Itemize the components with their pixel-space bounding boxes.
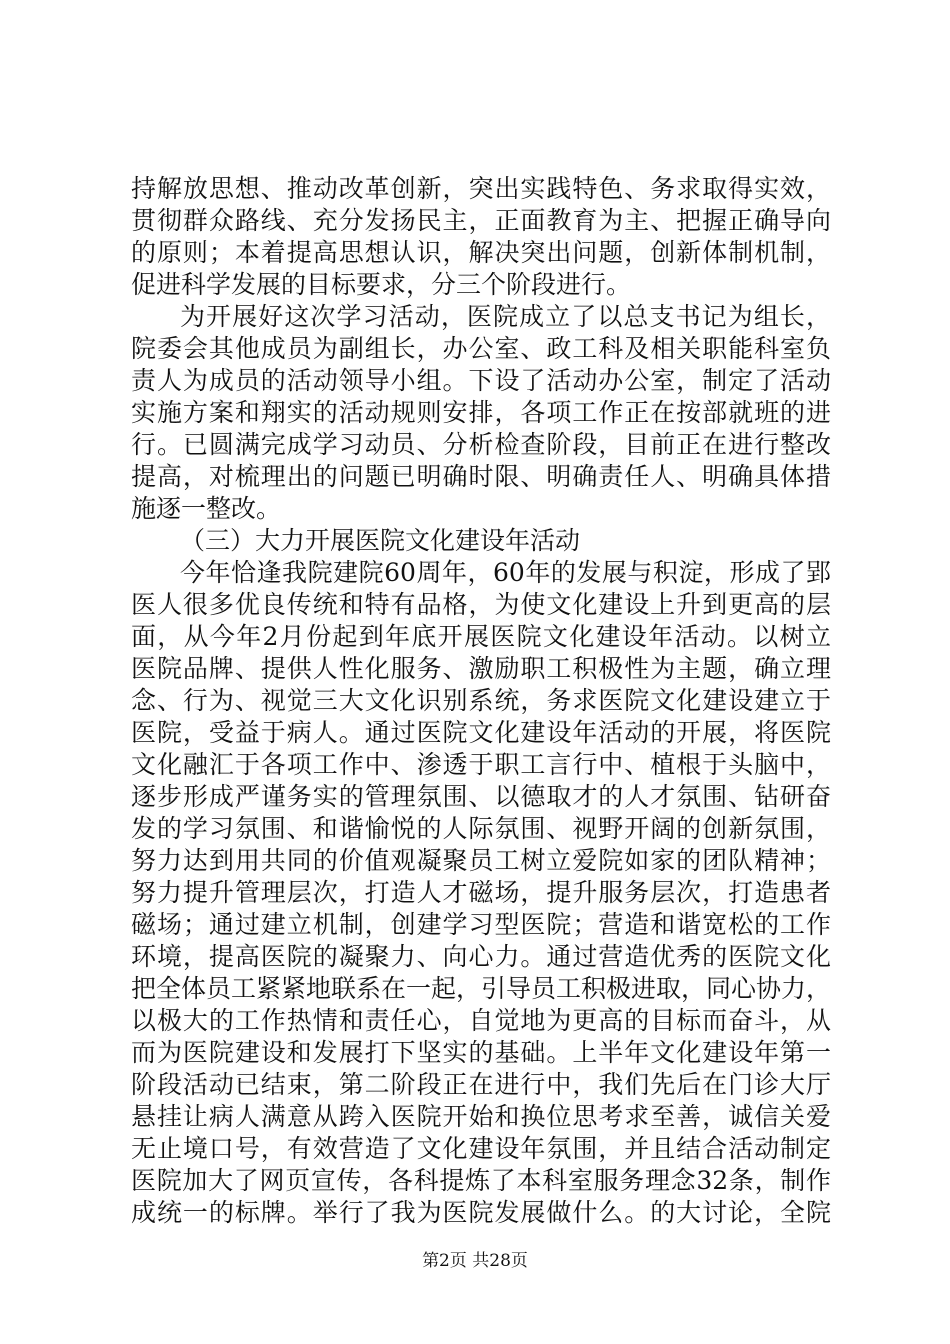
body-text-line: 以极大的工作热情和责任心，自觉地为更高的目标而奋斗，从: [131, 1006, 831, 1035]
body-text-line: 而为医院建设和发展打下坚实的基础。上半年文化建设年第一: [131, 1038, 831, 1067]
body-text-line: 提高，对梳理出的问题已明确时限、明确责任人、明确具体措: [131, 462, 831, 491]
body-text-line: 努力提升管理层次，打造人才磁场，提升服务层次，打造患者: [131, 878, 831, 907]
body-text-line: 医院品牌、提供人性化服务、激励职工积极性为主题，确立理: [131, 654, 831, 683]
body-text-line: 今年恰逢我院建院60周年，60年的发展与积淀，形成了郢: [180, 558, 831, 587]
body-text-line: 院委会其他成员为副组长，办公室、政工科及相关职能科室负: [131, 334, 831, 363]
body-text-line: 实施方案和翔实的活动规则安排，各项工作正在按部就班的进: [131, 398, 831, 427]
body-text-line: 磁场；通过建立机制，创建学习型医院；营造和谐宽松的工作: [131, 910, 831, 939]
body-text-line: 施逐一整改。: [131, 494, 282, 523]
body-text-line: 文化融汇于各项工作中、渗透于职工言行中、植根于头脑中，: [131, 750, 831, 779]
body-text-line: 的原则；本着提高思想认识，解决突出问题，创新体制机制，: [131, 238, 831, 267]
body-text-line: 贯彻群众路线、充分发扬民主，正面教育为主、把握正确导向: [131, 206, 831, 235]
page-footer: 第2页 共28页: [422, 1251, 528, 1271]
body-text-line: 促进科学发展的目标要求，分三个阶段进行。: [131, 270, 632, 299]
body-text-line: 阶段活动已结束，第二阶段正在进行中，我们先后在门诊大厅: [131, 1070, 831, 1099]
body-text-line: 医院，受益于病人。通过医院文化建设年活动的开展，将医院: [131, 718, 831, 747]
body-text-line: 持解放思想、推动改革创新，突出实践特色、务求取得实效，: [131, 174, 831, 203]
body-text-line: 逐步形成严谨务实的管理氛围、以德取才的人才氛围、钻研奋: [131, 782, 831, 811]
body-text-line: 面，从今年2月份起到年底开展医院文化建设年活动。以树立: [131, 622, 831, 651]
body-text-line: 行。已圆满完成学习动员、分析检查阶段，目前正在进行整改: [131, 430, 831, 459]
body-text-line: 悬挂让病人满意从跨入医院开始和换位思考求至善，诚信关爱: [131, 1102, 831, 1131]
body-text-line: 把全体员工紧紧地联系在一起，引导员工积极进取，同心协力，: [131, 974, 832, 1003]
body-text-line: 念、行为、视觉三大文化识别系统，务求医院文化建设建立于: [131, 686, 831, 715]
body-text-line: 成统一的标牌。举行了我为医院发展做什么。的大讨论，全院: [131, 1198, 831, 1227]
body-text-line: 环境，提高医院的凝聚力、向心力。通过营造优秀的医院文化: [131, 942, 831, 971]
body-text-line: 发的学习氛围、和谐愉悦的人际氛围、视野开阔的创新氛围，: [131, 814, 831, 843]
section-heading: （三）大力开展医院文化建设年活动: [180, 526, 581, 555]
body-text-line: 责人为成员的活动领导小组。下设了活动办公室，制定了活动: [131, 366, 831, 395]
body-text-line: 努力达到用共同的价值观凝聚员工树立爱院如家的团队精神；: [131, 846, 831, 875]
body-text-line: 医人很多优良传统和特有品格，为使文化建设上升到更高的层: [131, 590, 831, 619]
body-text-line: 医院加大了网页宣传，各科提炼了本科室服务理念32条，制作: [131, 1166, 831, 1195]
body-text-line: 为开展好这次学习活动，医院成立了以总支书记为组长，: [180, 302, 831, 331]
body-text-line: 无止境口号，有效营造了文化建设年氛围，并且结合活动制定: [131, 1134, 831, 1163]
